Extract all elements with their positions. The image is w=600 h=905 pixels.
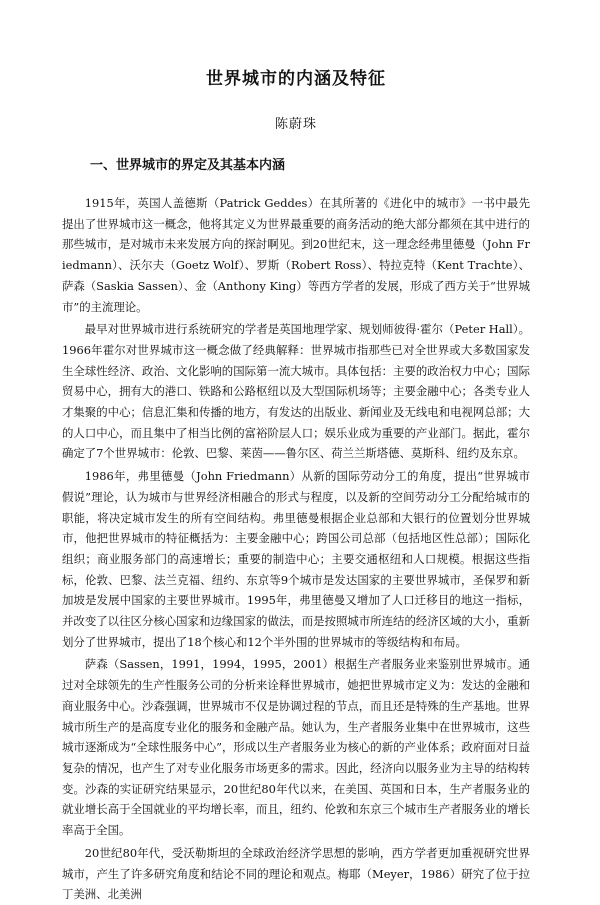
paragraph-5: 20世纪80年代，受沃勒斯坦的全球政治经济学思想的影响，西方学者更加重视研究世界城市，产生了许多研究角度和结论不同的理论和观点。梅耶（Meyer，1986）研究了位于拉丁美洲、北美洲: [62, 845, 530, 902]
paragraph-2: 最早对世界城市进行系统研究的学者是英国地理学家、规划师彼得·霍尔（Peter Hall）。1966年霍尔对世界城市这一概念做了经典解释：世界城市指那些已对全世界或大多数国家发生全球性经济、政治、文化影响的国际第一流大城市。具体包括：主要的政治权力中心；国际贸易中心，拥有大的港口、铁路和公路枢纽以及大型国际机场等；主要金融中心；各类专业人才集聚的中心；信息汇集和传播的地方，有发达的出版业、新闻业及无线电和电视网总部；大的人口中心，而且集中了相当比例的富裕阶层人口；娱乐业成为重要的产业部门。据此，霍尔确定了7个世界城市：伦敦、巴黎、莱茵——鲁尔区、荷兰兰斯塔德、莫斯科、纽约及东京。: [62, 322, 530, 461]
paragraph-4: 萨森（Sassen，1991，1994，1995，2001）根据生产者服务业来鉴别世界城市。通过对全球领先的生产性服务公司的分析来诠释世界城市，她把世界城市定义为：发达的金融和商业服务中心。沙森强调，世界城市不仅是协调过程的节点，而且还是特殊的生产基地。世界城市所生产的是高度专业化的服务和金融产品。她认为，生产者服务业集中在世界城市，这些城市逐渐成为“全球性服务中心”，形成以生产者服务业为核心的新的产业体系；政府面对日益复杂的情况，也产生了对专业化服务市场更多的需求。因此，经济向以服务业为主导的结构转变。沙森的实证研究结果显示，20世纪80年代以来，在美国、英国和日本，生产者服务业的就业增长高于全国就业的平均增长率，而且，纽约、伦敦和东京三个城市生产者服务业的增长率高于全国。: [62, 657, 530, 838]
section-heading: 一、世界城市的界定及其基本内涵: [90, 158, 286, 173]
paragraph-3: 1986年，弗里德曼（John Friedmann）从新的国际劳动分工的角度，提出“世界城市假说”理论，认为城市与世界经济相融合的形式与程度，以及新的空间劳动分工分配给城市的职能，将决定城市发生的所有空间结构。弗里德曼根据企业总部和大银行的位置划分世界城市，他把世界城市的特征概括为：主要金融中心；跨国公司总部（包括地区性总部）；国际化组织；商业服务部门的高速增长；重要的制造中心；主要交通枢纽和人口规模。根据这些指标，伦敦、巴黎、法兰克福、纽约、东京等9个城市是发达国家的主要世界城市，圣保罗和新加坡是发展中国家的主要世界城市。1995年，弗里德曼又增加了人口迁移目的地这一指标，并改变了以往区分核心国家和边缘国家的做法，而是按照城市所连结的经济区域的大小，重新划分了世界城市，提出了18个核心和12个半外围的世界城市的等级结构和布局。: [62, 469, 530, 649]
document-title: 世界城市的内涵及特征: [206, 69, 386, 89]
paragraph-1: 1915年，英国人盖德斯（Patrick Geddes）在其所著的《进化中的城市》一书中最先提出了世界城市这一概念，他将其定义为世界最重要的商务活动的绝大部分都须在其中进行的那些城市，是对城市未来发展方向的探討啊见。到20世纪末，这一理念经弗里德曼（John Friedmann）、沃尔夫（Goetz Wolf）、罗斯（Robert Ross）、特拉克特（Kent Trachte）、萨森（Saskia Sassen）、金（Anthony King）等西方学者的发展，形成了西方关于“世界城市”的主流理论。: [62, 196, 530, 314]
author-name: 陈蔚珠: [274, 117, 317, 132]
